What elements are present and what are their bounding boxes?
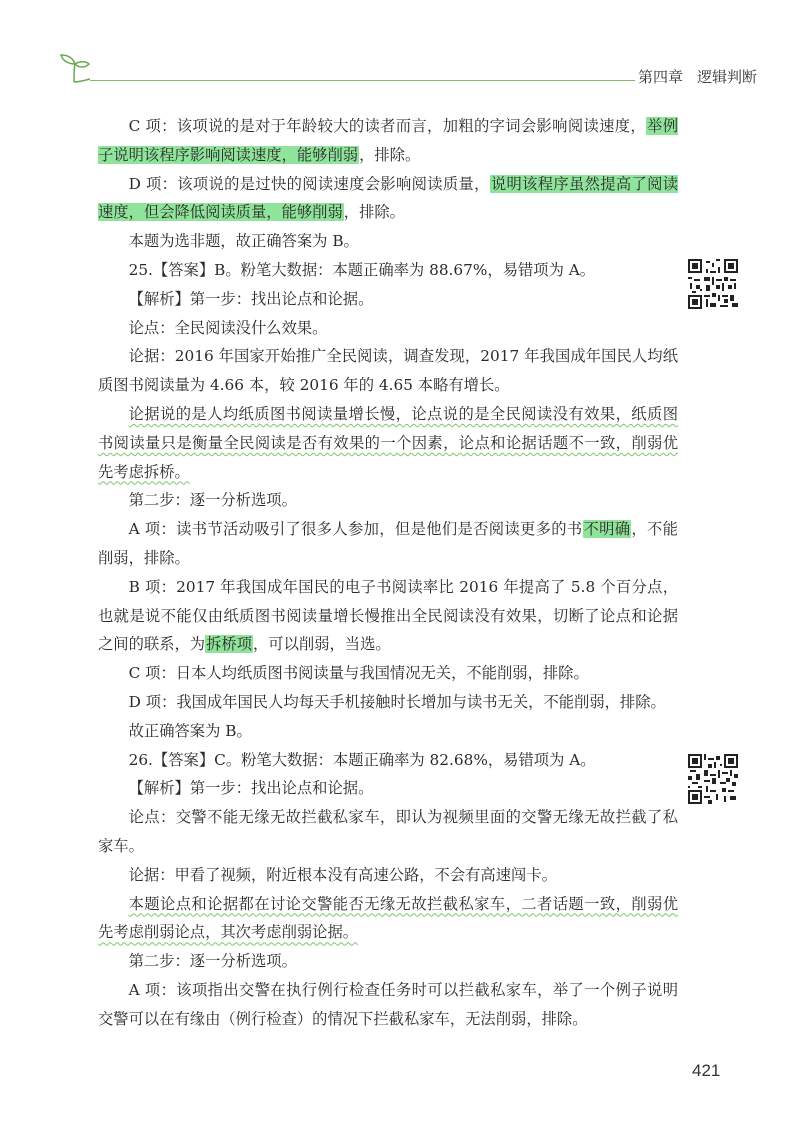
q26-step2: 第二步：逐一分析选项。 <box>128 952 297 971</box>
q25-option-d: D 项：我国成年国民人均每天手机接触时长增加与读书无关，不能削弱，排除。 <box>128 692 666 711</box>
highlight: 拆桥项 <box>206 635 252 654</box>
sprout-icon <box>58 52 92 84</box>
page-body <box>98 112 678 1034</box>
option-c-analysis: C 项：该项说的是对于年龄较大的读者而言，加粗的字词会影响阅读速度，举例子说明该程序影响阅读速度，能够削弱，排除。 <box>98 117 678 164</box>
highlight: 举例子说明该程序影响阅读速度，能够削弱 <box>98 117 678 164</box>
q26-option-a: A 项：该项指出交警在执行例行检查任务时可以拦截私家车，举了一个例子说明交警可以在有缘由（例行检查）的情况下拦截私家车，无法削弱，排除。 <box>98 980 678 1028</box>
qr-code-icon[interactable] <box>688 754 738 804</box>
q25-option-a: A 项：读书节活动吸引了很多人参加，但是他们是否阅读更多的书不明确，不能削弱，排除。 <box>98 520 678 567</box>
q25-analysis: 【解析】第一步：找出论点和论据。 <box>128 289 374 308</box>
q25-number: 25. <box>128 260 153 279</box>
q26-evidence: 论据：甲看了视频，附近根本没有高速公路，不会有高速闯卡。 <box>128 865 557 884</box>
chapter-number: 第四章 <box>638 68 684 86</box>
header-divider <box>90 80 635 81</box>
q25-step2: 第二步：逐一分析选项。 <box>128 491 297 510</box>
answer-label: 【答案】 <box>152 260 215 279</box>
conclusion-24: 本题为选非题，故正确答案为 B。 <box>128 232 359 251</box>
q25-evidence: 论据：2016 年国家开始推广全民阅读，调查发现，2017 年我国成年国民人均纸质图书阅读量为 4.66 本，较 2016 年的 4.65 本略有增长。 <box>98 347 678 395</box>
highlight: 不明确 <box>583 520 631 539</box>
qr-code-icon[interactable] <box>688 259 738 309</box>
handwritten-note: 本题论点和论据都在讨论交警能否无缘无故拦截私家车，二者话题一致，削弱优先考虑削弱论点，其次考虑削弱论据。 <box>98 894 678 942</box>
chapter-title: 逻辑判断 <box>697 68 758 86</box>
q26-answer: 26.【答案】C。粉笔大数据：本题正确率为 82.68%，易错项为 A。 <box>128 750 596 769</box>
analysis-label: 【解析】 <box>128 779 190 798</box>
handwritten-note: 论据说的是人均纸质图书阅读量增长慢，论点说的是全民阅读没有效果，纸质图书阅读量只是衡量全民阅读是否有效果的一个因素，论点和论据话题不一致，削弱优先考虑拆桥。 <box>98 404 678 481</box>
q25-final: 故正确答案为 B。 <box>128 721 252 740</box>
answer-label: 【答案】 <box>152 750 215 769</box>
q26-number: 26. <box>128 750 153 769</box>
q25-option-b: B 项：2017 年我国成年国民的电子书阅读率比 2016 年提高了 5.8 个百分点，也就是说不能仅由纸质图书阅读量增长慢推出全民阅读没有效果，切断了论点和论据之间的联系，为拆桥项，可以削弱，当选。 <box>98 577 678 654</box>
q26-thesis: 论点：交警不能无缘无故拦截私家车，即认为视频里面的交警无缘无故拦截了私家车。 <box>98 808 678 855</box>
page-header <box>0 0 800 95</box>
q25-thesis: 论点：全民阅读没什么效果。 <box>128 318 328 337</box>
option-d-analysis: D 项：该项说的是过快的阅读速度会影响阅读质量，说明该程序虽然提高了阅读速度，但会降低阅读质量，能够削弱，排除。 <box>98 174 678 222</box>
q25-answer: 25.【答案】B。粉笔大数据：本题正确率为 88.67%，易错项为 A。 <box>128 260 596 279</box>
analysis-label: 【解析】 <box>128 289 190 308</box>
q26-note <box>98 890 678 948</box>
chapter-heading <box>638 66 757 87</box>
q25-note <box>98 400 678 486</box>
page-number: 421 <box>692 1061 721 1080</box>
q26-analysis: 【解析】第一步：找出论点和论据。 <box>128 779 374 798</box>
highlight: 说明该程序虽然提高了阅读速度，但会降低阅读质量，能够削弱 <box>98 174 678 222</box>
q25-option-c: C 项：日本人均纸质图书阅读量与我国情况无关，不能削弱，排除。 <box>128 664 589 683</box>
